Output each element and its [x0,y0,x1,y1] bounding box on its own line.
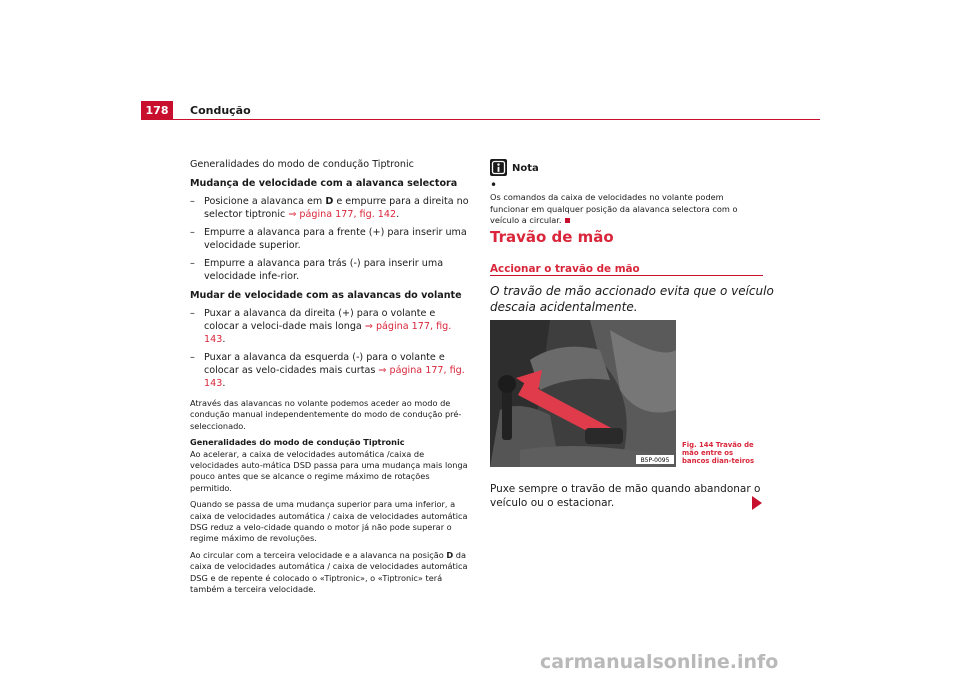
fine-print [190,398,470,596]
paragraph-accelerate: Ao acelerar, a caixa de velocidades automática /caixa de velocidades auto-mática DSD passa para uma mudança mais longa pouco antes que se alcance o regime máximo de rotações permitido. [190,448,468,493]
handbrake-illustration [490,320,676,467]
section-subtitle: Accionar o travão de mão [490,263,640,275]
next-page-arrow-icon[interactable] [752,496,762,510]
handbrake-figure [490,320,676,467]
subtitle-rule [490,275,763,276]
body-text: Puxe sempre o travão de mão quando abandonar o veículo ou o estacionar. [490,483,761,509]
page-number: 178 [145,103,169,117]
end-mark-icon [565,218,570,223]
step-1: – Posicione a alavanca em D e empurre para a direita no selector tiptronic ⇒ página 177, fig. 142. [190,196,469,220]
paragraph-third-gear: Ao circular com a terceira velocidade e a alavanca na posição D da caixa de velocidades automática / caixa de velocidades automática DSG e de repente é colocado o «Tiptronic», o «Tiptronic» terá também a terceira velocidade. [190,549,468,595]
step-5: – Puxar a alavanca da esquerda (-) para o volante e colocar as velo-cidades mais curtas ⇒ página 177, fig. 143. [190,352,465,389]
step-4: – Puxar a alavanca da direita (+) para o volante e colocar a veloci-dade mais longa ⇒ página 177, fig. 143. [190,308,452,345]
step-3: – Empurre a alavanca para trás (-) para inserir uma velocidade infe-rior. [190,258,444,282]
header-rule [141,119,820,120]
note-bullet: • [490,178,498,192]
watermark: carmanualsonline.info [540,651,779,673]
figure-code: B5P-0095 [640,457,670,464]
paragraph-paddles: Através das alavancas no volante podemos aceder ao modo de condução manual independentemente do modo de condução pré-seleccionado. [190,398,462,431]
lead-text: Generalidades do modo de condução Tiptronic [190,159,414,170]
link-fig-143-b[interactable]: ⇒ página 177, fig. 143 [204,365,465,389]
intro-text: O travão de mão accionado evita que o veículo descaia acidentalmente. [490,284,774,314]
chapter-title: Condução [190,104,251,117]
page-number-badge [141,101,173,119]
link-fig-143-a[interactable]: ⇒ página 177, fig. 143 [204,321,452,345]
left-column [190,158,470,596]
note-text: • Os comandos da caixa de velocidades no volante podem funcionar em qualquer posição da alavanca selectora com o veículo a circular. [490,178,738,226]
link-fig-142[interactable]: ⇒ página 177, fig. 142 [288,209,397,220]
paragraph-downshift: Quando se passa de uma mudança superior para uma inferior, a caixa de velocidades automática / caixa de velocidades automática DSG reduz a velo-cidade quando o motor já não pode superar o regime máximo de revoluções. [190,499,468,544]
subheading-selector-lever: Mudança de velocidade com a alavanca selectora [190,178,458,189]
note-icon [490,159,507,176]
note-label: Nota [512,163,539,174]
step-2: – Empurre a alavanca para a frente (+) para inserir uma velocidade superior. [190,227,467,251]
figure-caption: Fig. 144 Travão de mão entre os bancos dian-teiros [682,441,755,466]
subheading-steering-paddles: Mudar de velocidade com as alavancas do volante [190,290,462,301]
fine-print-heading: Generalidades do modo de condução Tiptronic [190,437,405,448]
section-title: Travão de mão [490,228,614,246]
